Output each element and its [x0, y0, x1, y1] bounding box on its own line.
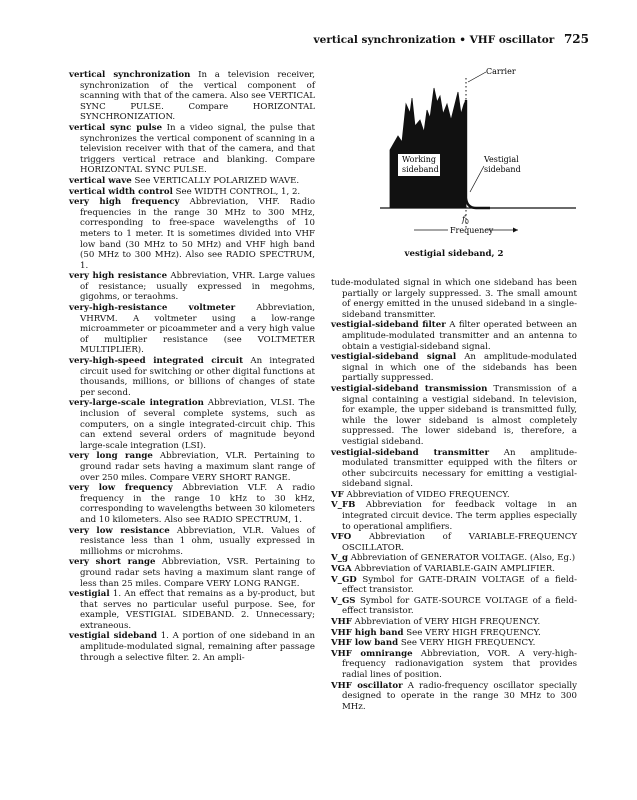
carrier-label: Carrier	[486, 67, 516, 76]
entry-definition: Abbreviation of VARIABLE-FREQUENCY OSCILLATOR.	[342, 532, 578, 553]
entry-headword: VHF	[331, 617, 352, 627]
working-sideband-spectrum	[390, 88, 466, 208]
f0-symbol: f	[462, 215, 465, 224]
dictionary-entry	[331, 352, 577, 384]
dictionary-entry	[69, 557, 315, 589]
entry-headword: V_g	[331, 553, 348, 564]
entry-definition: Symbol for GATE-DRAIN VOLTAGE of a field-effect transistor.	[342, 574, 577, 596]
working-label-line2: sideband	[402, 165, 439, 174]
vestigial-sideband-figure	[380, 58, 580, 258]
entry-definition: An integrated circuit used for switching or other digital functions at thousands, millions, or billions of changes of state per second.	[80, 356, 315, 398]
entry-definition: Abbreviation, VHR. Large values of resistance; usually expressed in megohms, gigohms, or teraohms.	[80, 271, 315, 303]
dictionary-entry	[69, 70, 315, 123]
dictionary-entry	[69, 631, 315, 663]
dictionary-entry	[331, 320, 577, 352]
entry-definition: In a video signal, the pulse that synchronizes the vertical component of scanning in a television receiver with that of the camera, and that triggers vertical retrace and blanking. Compare HORIZONTAL SYNC PULSE.	[80, 122, 315, 176]
vestigial-leader	[470, 166, 484, 192]
entry-headword: V_GD	[331, 574, 357, 585]
entry-definition: See VERTICALLY POLARIZED WAVE.	[134, 175, 300, 186]
entry-definition: Abbreviation for feedback voltage in an integrated circuit device. The term applies especially to operational amplifiers.	[342, 500, 578, 532]
entry-headword: VHF low band	[331, 638, 399, 649]
entry-headword: VF	[331, 489, 344, 500]
entry-definition: A radio-frequency oscillator specially designed to operate in the range 30 MHz to 300 MHz.	[342, 680, 577, 712]
entry-definition: Abbreviation of VERY HIGH FREQUENCY.	[354, 617, 541, 627]
entry-headword: very high frequency	[69, 197, 180, 208]
dictionary-entry	[331, 617, 577, 628]
entry-headword: very-high-speed integrated circuit	[69, 356, 244, 367]
entry-headword: VGA	[331, 564, 352, 575]
entry-definition: An amplitude-modulated signal in which one of the sidebands has been partially suppressed.	[342, 352, 577, 384]
entry-definition: Abbreviation, VLR. Pertaining to ground radar sets having a maximum slant range of over 250 miles. Compare VERY SHORT RANGE.	[80, 451, 315, 483]
entry-definition: Abbreviation, VLSI. The inclusion of several complete systems, such as computers, on a single integrated-circuit chip. This can extend several orders of magnitude beyond large-scale integration (LSI).	[80, 398, 315, 451]
entry-headword: vertical synchronization	[69, 70, 191, 80]
running-head	[314, 32, 589, 46]
dictionary-entry	[69, 398, 315, 451]
right-column	[331, 278, 577, 712]
left-column	[69, 70, 315, 663]
dictionary-entry	[69, 123, 315, 176]
dictionary-entry	[331, 596, 577, 617]
entry-headword: vestigial-sideband transmitter	[331, 447, 490, 458]
entry-definition: 1. An effect that remains as a by-product, but that serves no particular useful purpose. See, for example, VESTIGIAL SIDEBAND. 2. Unnecessary; extraneous.	[80, 589, 315, 631]
dictionary-entry	[69, 187, 315, 198]
dictionary-entry	[331, 649, 577, 681]
entry-headword: VHF oscillator	[331, 680, 403, 691]
entry-headword: vertical wave	[69, 175, 132, 186]
frequency-arrowhead	[513, 228, 518, 233]
f0-subscript: 0	[464, 219, 469, 226]
dictionary-entry	[331, 490, 577, 501]
dictionary-entry	[331, 681, 577, 713]
entry-headword: vestigial-sideband filter	[331, 320, 446, 331]
entry-headword: very high resistance	[69, 271, 168, 282]
running-head-text: vertical synchronization • VHF oscillator	[313, 34, 555, 46]
entry-definition: 1. A portion of one sideband in an amplitude-modulated signal, remaining after passage through a selective filter. 2. An ampli-	[80, 631, 316, 663]
entry-definition: Transmission of a signal containing a vestigial sideband. In television, for example, the upper sideband is transmitted fully, while the lower sideband is almost completely suppressed. The lower sideband is, therefore, a vestigial sideband.	[342, 383, 577, 447]
dictionary-entry	[331, 553, 577, 564]
entry-definition: Symbol for GATE-SOURCE VOLTAGE of a field-effect transistor.	[342, 595, 577, 617]
dictionary-entry	[331, 384, 577, 448]
entry-headword: VFO	[331, 532, 352, 543]
entry-headword: VHF omnirange	[331, 648, 413, 659]
entry-definition: Abbreviation, VSR. Pertaining to ground radar sets having a maximum slant range of less than 25 miles. Compare VERY LONG RANGE.	[80, 557, 315, 589]
dictionary-entry	[331, 532, 577, 553]
entry-headword: VHF high band	[331, 627, 404, 638]
f0-label	[461, 215, 469, 226]
entry-definition: Abbreviation, VHRVM. A voltmeter using a low-range microammeter or picoammeter and a very high value of multiplier resistance (see VOLTMETER MULTIPLIER).	[80, 303, 315, 356]
page-number: 725	[563, 32, 589, 46]
entry-definition: Abbreviation of VIDEO FREQUENCY.	[346, 489, 510, 500]
dictionary-entry	[331, 448, 577, 490]
working-label-line1: Working	[402, 155, 436, 164]
dictionary-entry	[69, 197, 315, 271]
entry-headword: V_GS	[331, 595, 356, 606]
dictionary-entry	[69, 451, 315, 483]
entry-headword: very long range	[69, 451, 153, 462]
entry-headword: V_FB	[331, 500, 356, 511]
entry-headword: very-high-resistance voltmeter	[69, 303, 236, 314]
dictionary-entry	[331, 500, 577, 532]
entry-headword: vestigial-sideband transmission	[331, 383, 488, 394]
dictionary-entry	[331, 564, 577, 575]
vestigial-label-line1: Vestigial	[484, 155, 519, 164]
dictionary-entry	[69, 589, 315, 631]
entry-definition: Abbreviation of GENERATOR VOLTAGE. (Also, Eg.)	[350, 553, 576, 564]
entry-headword: vertical sync pulse	[69, 122, 163, 133]
frequency-label: Frequency	[450, 226, 494, 235]
dictionary-entry	[69, 356, 315, 398]
vestigial-label-line2: sideband	[484, 165, 521, 174]
entry-definition: In a television receiver, synchronization of the vertical component of scanning with that of the camera. Also see VERTICAL SYNC PULSE. Compare HORIZONTAL SYNCHRONIZATION.	[80, 70, 316, 123]
entry-headword: vestigial sideband	[69, 631, 157, 642]
entry-definition: Abbreviation, VLR. Values of resistance less than 1 ohm, usually expressed in milliohms or microhms.	[80, 525, 315, 557]
entry-definition: tude-modulated signal in which one sideband has been partially or largely suppressed. 3. The small amount of energy emitted in the unused sideband in a single-sideband transmitter.	[331, 278, 577, 320]
entry-definition: See WIDTH CONTROL, 1, 2.	[175, 186, 301, 197]
entry-definition: See VERY HIGH FREQUENCY.	[406, 627, 541, 638]
entry-definition: A filter operated between an amplitude-modulated transmitter and an antenna to obtain a vestigial-sideband signal.	[342, 320, 577, 352]
dictionary-entry	[331, 628, 577, 639]
entry-definition: An amplitude-modulated transmitter equipped with the filters or other subcircuits necessary for emitting a vestigial-sideband signal.	[342, 447, 577, 490]
entry-headword: very low frequency	[69, 483, 173, 494]
entry-headword: vertical width control	[69, 186, 173, 197]
carrier-leader	[468, 72, 486, 82]
dictionary-entry	[69, 176, 315, 187]
entry-definition: Abbreviation VLF. A radio frequency in the range 10 kHz to 30 kHz, corresponding to wavelengths between 30 kilometers and 10 kilometers. Also see RADIO SPECTRUM, 1.	[80, 483, 315, 525]
entry-headword: very-large-scale integration	[69, 398, 204, 409]
entry-definition: See VERY HIGH FREQUENCY.	[400, 638, 536, 649]
vestigial-sideband-edge	[466, 100, 490, 208]
entry-headword: very low resistance	[69, 525, 170, 536]
dictionary-entry	[331, 575, 577, 596]
entry-headword: vestigial-sideband signal	[331, 352, 457, 363]
entry-headword: very short range	[69, 557, 156, 568]
entry-definition: Abbreviation, VOR. A very-high-frequency radionavigation system that provides radial lines of position.	[342, 648, 578, 680]
dictionary-entry	[69, 303, 315, 356]
entry-definition: Abbreviation, VHF. Radio frequencies in the range 30 MHz to 300 MHz, corresponding to free-space wavelengths of 10 meters to 1 meter. It is sometimes divided into VHF low band (30 MHz to 50 MHz) and VHF high band (50 MHz to 300 MHz). Also see RADIO SPECTRUM, 1.	[80, 197, 315, 271]
dictionary-entry	[69, 526, 315, 558]
dictionary-entry	[69, 271, 315, 303]
dictionary-entry	[331, 638, 577, 649]
figure-caption: vestigial sideband, 2	[404, 249, 504, 259]
dictionary-entry	[69, 483, 315, 525]
dictionary-entry	[331, 278, 577, 320]
sideband-spectrum-diagram	[380, 58, 580, 258]
entry-headword: vestigial	[69, 589, 110, 600]
entry-definition: Abbreviation of VARIABLE-GAIN AMPLIFIER.	[354, 564, 555, 575]
